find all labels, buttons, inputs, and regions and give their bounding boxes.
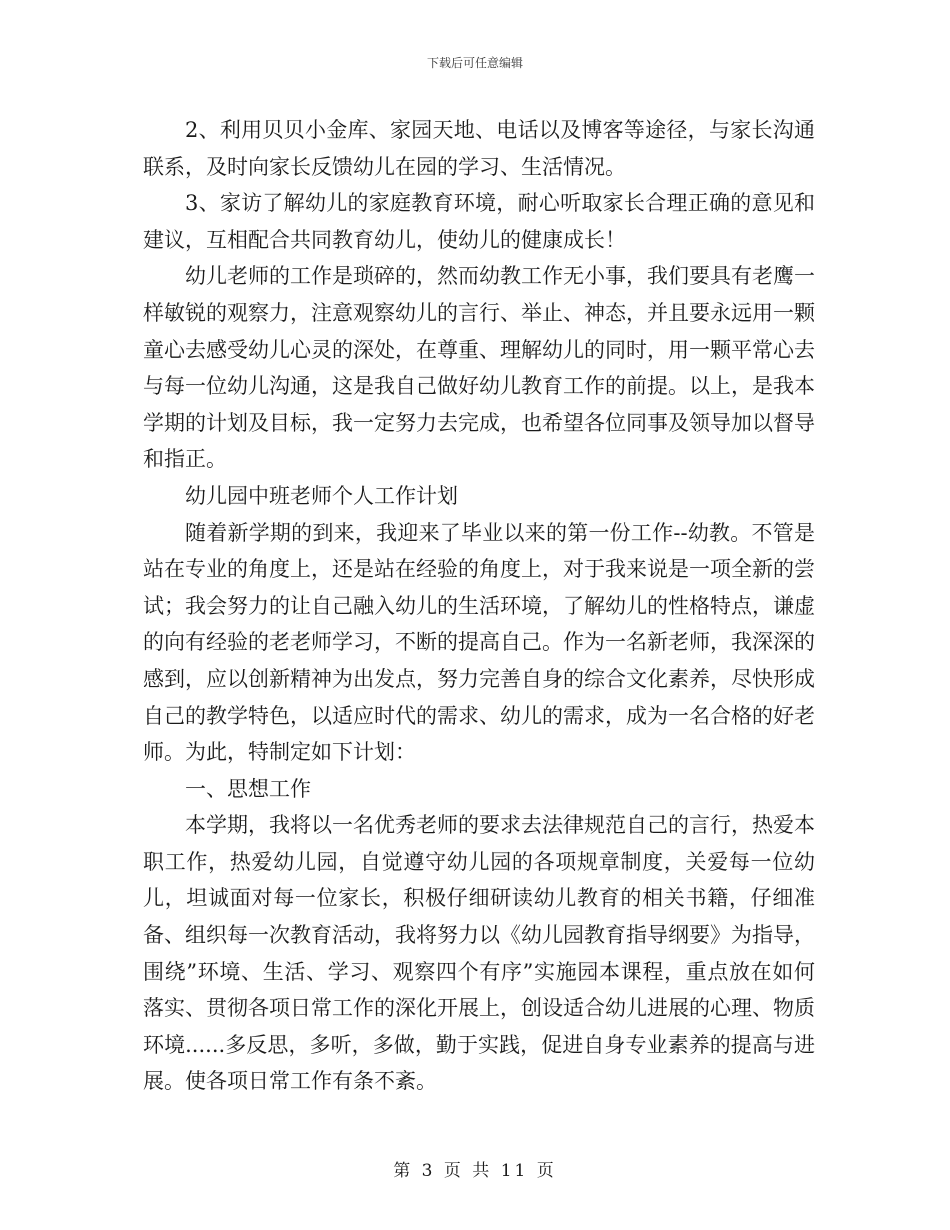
paragraph-intro: 随着新学期的到来，我迎来了毕业以来的第一份工作--幼教。不管是站在专业的角度上，还是站在经验的角度上，对于我来说是一项全新的尝试；我会努力的让自己融入幼儿的生活环境，了解幼儿的性格特点，谦虚的向有经验的老老师学习，不断的提高自己。作为一名新老师，我深深的感到，应以创新精神为出发点，努力完善自身的综合文化素养，尽快形成自己的教学特色，以适应时代的需求、幼儿的需求，成为一名合格的好老师。为此，特制定如下计划： [143,520,815,765]
page-header: 下载后可任意编辑 [426,56,523,70]
document-body [143,112,815,1100]
paragraph-ideology: 本学期，我将以一名优秀老师的要求去法律规范自己的言行，热爱本职工作，热爱幼儿园，自觉遵守幼儿园的各项规章制度，关爱每一位幼儿，坦诚面对每一位家长，积极仔细研读幼儿教育的相关书籍，仔细准备、组织每一次教育活动，我将努力以《幼儿园教育指导纲要》为指导，围绕”环境、生活、学习、观察四个有序”实施园本课程，重点放在如何落实、贯彻各项日常工作的深化开展上，创设适合幼儿进展的心理、物质环境......多反思，多听，多做，勤于实践，促进自身专业素养的提高与进展。使各项日常工作有条不紊。 [143,813,815,1094]
section-heading-ideology: 一、思想工作 [185,776,311,801]
paragraph-item-3: 3、家访了解幼儿的家庭教育环境，耐心听取家长合理正确的意见和建议，互相配合共同教育幼儿，使幼儿的健康成长！ [143,191,815,252]
paragraph-item-2: 2、利用贝贝小金库、家园天地、电话以及博客等途径，与家长沟通联系，及时向家长反馈幼儿在园的学习、生活情况。 [143,118,815,179]
page-number: 第 3 页 共 11 页 [393,1161,557,1181]
paragraph-closing: 幼儿老师的工作是琐碎的，然而幼教工作无小事，我们要具有老鹰一样敏锐的观察力，注意观察幼儿的言行、举止、神态，并且要永远用一颗童心去感受幼儿心灵的深处，在尊重、理解幼儿的同时，用一颗平常心去与每一位幼儿沟通，这是我自己做好幼儿教育工作的前提。以上，是我本学期的计划及目标，我一定努力去完成，也希望各位同事及领导加以督导和指正。 [143,264,815,472]
section-title: 幼儿园中班老师个人工作计划 [185,483,458,508]
